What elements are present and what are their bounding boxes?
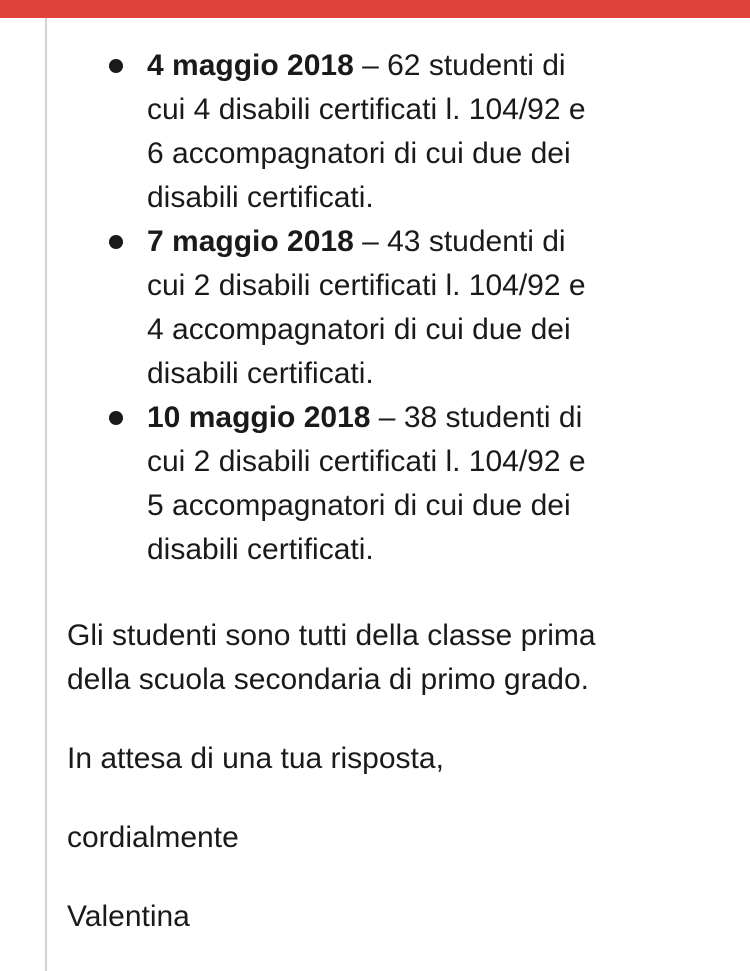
event-line-1: 43 studenti di [387, 225, 566, 258]
waiting-paragraph: In attesa di una tua risposta, [67, 742, 444, 775]
event-line-3: 5 accompagnatori di cui due dei [147, 489, 571, 522]
event-line-2: cui 2 disabili certificati l. 104/92 e [147, 269, 586, 302]
list-item [67, 396, 727, 572]
event-line-1: 38 studenti di [403, 401, 583, 434]
event-line-2: cui 2 disabili certificati l. 104/92 e [147, 445, 586, 478]
signature: Valentina [67, 900, 190, 933]
separator: – [353, 49, 388, 82]
students-paragraph [67, 614, 727, 702]
closing-text: cordialmente [67, 821, 239, 854]
list-item [67, 220, 727, 396]
event-date: 4 maggio 2018 [147, 49, 354, 82]
bullet-icon [109, 59, 123, 73]
separator: – [370, 401, 404, 434]
bullet-icon [109, 411, 123, 425]
event-list [67, 44, 727, 572]
bullet-icon [109, 235, 123, 249]
students-line-2: della scuola secondaria di primo grado. [67, 663, 589, 696]
event-date: 7 maggio 2018 [147, 225, 354, 258]
event-line-4: disabili certificati. [147, 181, 374, 214]
event-line-4: disabili certificati. [147, 533, 374, 566]
quote-border [45, 18, 47, 971]
event-line-3: 4 accompagnatori di cui due dei [147, 313, 571, 346]
students-line-1: Gli studenti sono tutti della classe prima [67, 619, 596, 652]
list-item [67, 44, 727, 220]
top-accent-bar [0, 0, 750, 18]
email-body [67, 44, 727, 939]
event-line-2: cui 4 disabili certificati l. 104/92 e [147, 93, 586, 126]
event-date: 10 maggio 2018 [147, 401, 371, 434]
event-line-3: 6 accompagnatori di cui due dei [147, 137, 571, 170]
separator: – [353, 225, 388, 258]
event-line-1: 62 studenti di [387, 49, 566, 82]
event-line-4: disabili certificati. [147, 357, 374, 390]
